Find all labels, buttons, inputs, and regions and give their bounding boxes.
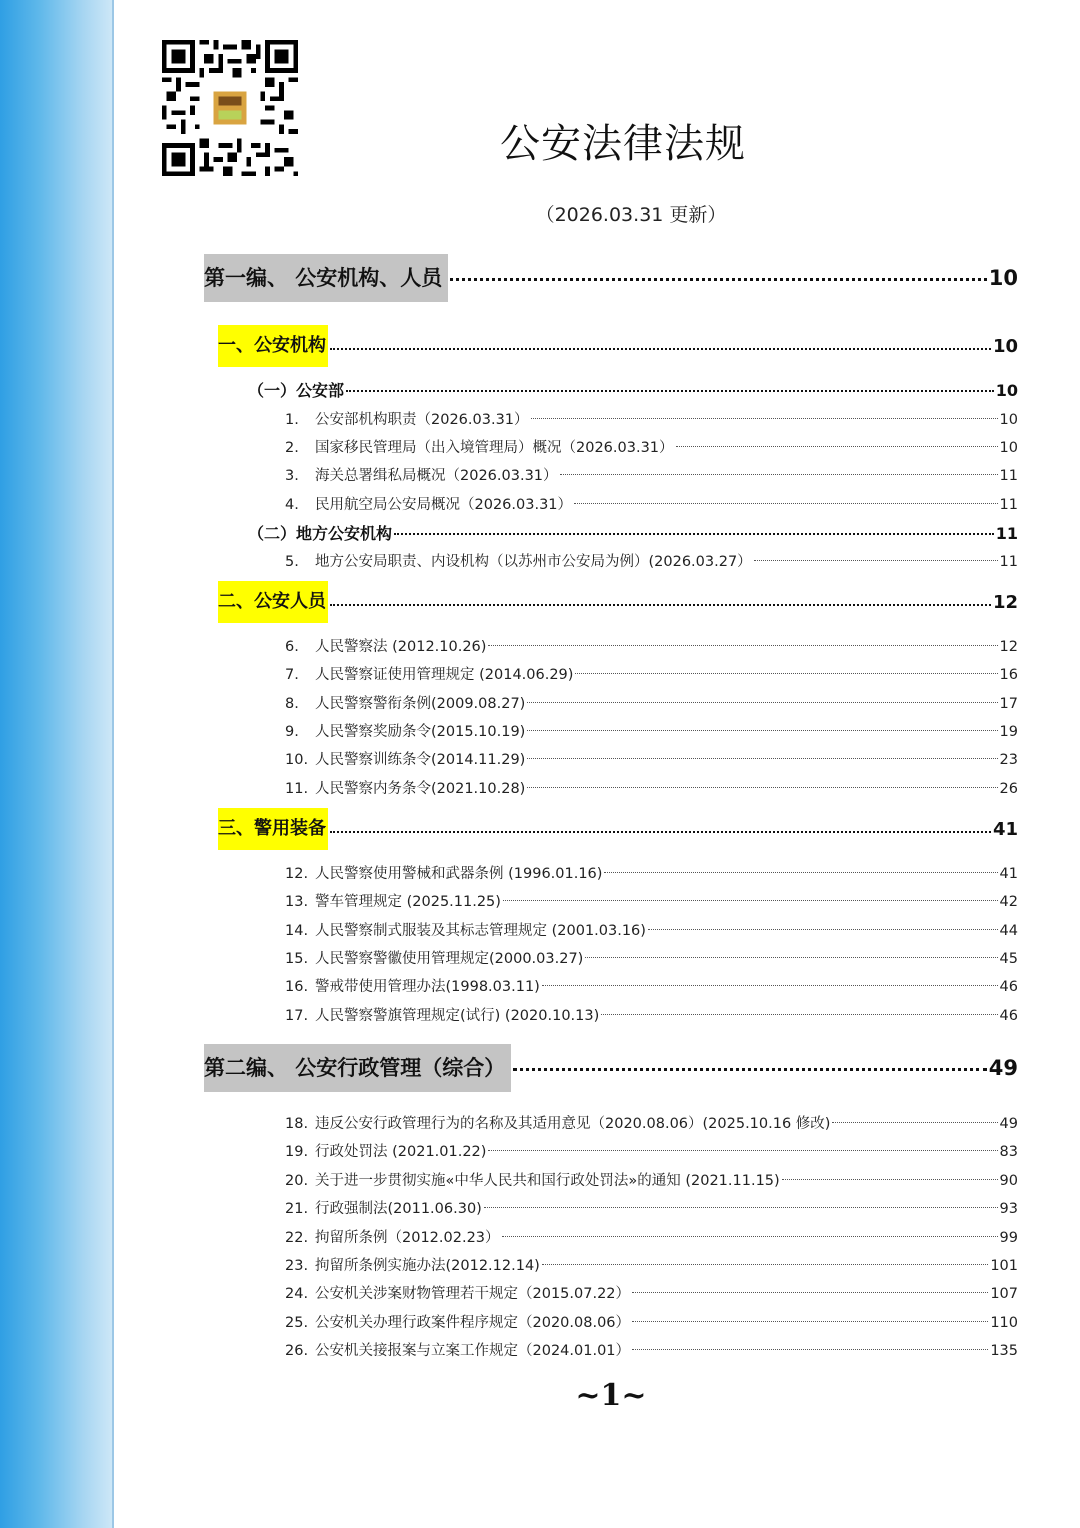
toc-item-number: 21. [285, 1201, 309, 1217]
toc-leader [832, 1121, 997, 1123]
toc-item-label: 警戒带使用管理办法(1998.03.11) [315, 979, 540, 995]
toc-item-label: 拘留所条例实施办法(2012.12.14) [315, 1258, 540, 1274]
toc-item-number: 25. [285, 1315, 309, 1331]
toc-page-number: 42 [999, 894, 1018, 910]
toc-leader [513, 1067, 986, 1071]
toc-item-number: 3. [285, 468, 299, 484]
toc-leader [450, 277, 986, 281]
toc-page-number: 12 [999, 639, 1018, 655]
document-subtitle: （2026.03.31 更新） [535, 204, 727, 226]
toc-page-number: 41 [992, 818, 1018, 840]
toc-item-number: 18. [285, 1116, 309, 1132]
toc-item[interactable] [285, 1140, 1018, 1161]
toc-item-label: 公安机关涉案财物管理若干规定（2015.07.22） [315, 1286, 631, 1302]
toc-item[interactable] [285, 748, 1018, 769]
toc-item[interactable] [285, 947, 1018, 968]
toc-item-number: 23. [285, 1258, 309, 1274]
toc-item-number: 11. [285, 781, 309, 797]
toc-item-label: 人民警察奖励条令(2015.10.19) [315, 724, 526, 740]
toc-item-label: 地方公安局职责、内设机构（以苏州市公安局为例）(2026.03.27） [315, 554, 752, 570]
toc-item-label: 人民警察警旗管理规定(试行) (2020.10.13) [315, 1008, 600, 1024]
toc-item-label: 人民警察法 (2012.10.26) [315, 639, 487, 655]
toc-item-number: 22. [285, 1230, 309, 1246]
toc-item-number: 26. [285, 1343, 309, 1359]
toc-leader [503, 899, 998, 901]
toc-page-number: 10 [999, 440, 1018, 456]
toc-leader [585, 956, 997, 958]
toc-item-label: 海关总署缉私局概况（2026.03.31） [315, 468, 558, 484]
toc-page-number: 11 [995, 524, 1018, 543]
toc-leader [527, 729, 997, 731]
toc-item[interactable] [285, 862, 1018, 883]
toc-item[interactable] [285, 692, 1018, 713]
toc-page-number: 10 [995, 381, 1018, 400]
toc-item[interactable] [285, 1112, 1018, 1133]
toc-item[interactable] [285, 919, 1018, 940]
toc-page-number: 44 [999, 923, 1018, 939]
decorative-side-band [0, 0, 114, 1528]
toc-item[interactable] [285, 1169, 1018, 1190]
page-number-footer: ~1~ [575, 1378, 647, 1413]
toc-item-label: 拘留所条例（2012.02.23） [315, 1230, 500, 1246]
toc-item[interactable] [285, 493, 1018, 514]
toc-item-label: 国家移民管理局（出入境管理局）概况（2026.03.31） [315, 440, 674, 456]
toc-item-label: 人民警察警徽使用管理规定(2000.03.27) [315, 951, 584, 967]
toc-leader [542, 984, 998, 986]
toc-page-number: 11 [999, 497, 1018, 513]
toc-subsection-1[interactable] [248, 378, 1018, 401]
toc-item-label: 人民警察警衔条例(2009.08.27) [315, 696, 526, 712]
toc-item-label: 行政处罚法 (2021.01.22) [315, 1144, 487, 1160]
toc-subsection-label: （一）公安部 [248, 381, 345, 400]
toc-item-label: 关于进一步贯彻实施«中华人民共和国行政处罚法»的通知 (2021.11.15) [315, 1173, 780, 1189]
toc-page-number: 10 [992, 335, 1018, 357]
toc-page-number: 110 [990, 1315, 1018, 1331]
toc-item-number: 4. [285, 497, 299, 513]
toc-page-number: 11 [999, 554, 1018, 570]
toc-item[interactable] [285, 408, 1018, 429]
toc-page-number: 17 [999, 696, 1018, 712]
toc-leader [632, 1320, 988, 1322]
document-title: 公安法律法规 [500, 121, 746, 167]
toc-page-number: 99 [999, 1230, 1018, 1246]
toc-leader [346, 389, 994, 392]
toc-item-label: 公安机关办理行政案件程序规定（2020.08.06） [315, 1315, 631, 1331]
toc-page-number: 46 [999, 979, 1018, 995]
toc-leader [531, 417, 998, 419]
toc-page-number: 10 [988, 266, 1018, 290]
toc-item-label: 人民警察证使用管理规定 (2014.06.29) [315, 667, 574, 683]
toc-leader [782, 1178, 998, 1180]
toc-item-number: 1. [285, 412, 299, 428]
toc-page-number: 46 [999, 1008, 1018, 1024]
toc-leader [527, 757, 997, 759]
toc-item[interactable] [285, 663, 1018, 684]
toc-leader [560, 473, 998, 475]
toc-item[interactable] [285, 1226, 1018, 1247]
toc-leader [330, 830, 991, 833]
toc-leader [676, 445, 998, 447]
toc-page-number: 16 [999, 667, 1018, 683]
toc-section-label: 二、公安人员 [218, 581, 328, 623]
toc-page-number: 83 [999, 1144, 1018, 1160]
toc-section-label: 一、公安机构 [218, 325, 328, 367]
toc-page-number: 19 [999, 724, 1018, 740]
toc-page-number: 49 [988, 1056, 1018, 1080]
toc-item[interactable] [285, 1197, 1018, 1218]
toc-item[interactable] [285, 635, 1018, 656]
toc-item[interactable] [285, 1254, 1018, 1275]
toc-item-number: 9. [285, 724, 299, 740]
toc-item-number: 16. [285, 979, 309, 995]
toc-part-2[interactable] [204, 1044, 1018, 1092]
toc-item[interactable] [285, 436, 1018, 457]
toc-item-label: 公安机关接报案与立案工作规定（2024.01.01） [315, 1343, 631, 1359]
toc-item-label: 人民警察使用警械和武器条例 (1996.01.16) [315, 866, 603, 882]
toc-item-label: 违反公安行政管理行为的名称及其适用意见（2020.08.06）(2025.10.16 修改) [315, 1116, 831, 1132]
toc-item[interactable] [285, 777, 1018, 798]
toc-leader [574, 502, 998, 504]
toc-item-label: 人民警察训练条令(2014.11.29) [315, 752, 526, 768]
toc-item-label: 民用航空局公安局概况（2026.03.31） [315, 497, 573, 513]
toc-leader [330, 347, 991, 350]
toc-leader [632, 1348, 988, 1350]
toc-item[interactable] [285, 550, 1018, 571]
toc-item[interactable] [285, 1339, 1018, 1360]
toc-subsection-2[interactable] [248, 521, 1018, 544]
toc-item-number: 10. [285, 752, 309, 768]
toc-section-3[interactable] [218, 808, 1018, 850]
toc-page-number: 93 [999, 1201, 1018, 1217]
toc-item[interactable] [285, 464, 1018, 485]
toc-leader [604, 871, 997, 873]
toc-page-number: 23 [999, 752, 1018, 768]
toc-item-label: 人民警察制式服装及其标志管理规定 (2001.03.16) [315, 923, 646, 939]
toc-leader [484, 1206, 998, 1208]
toc-page-number: 107 [990, 1286, 1018, 1302]
toc-item-label: 人民警察内务条令(2021.10.28) [315, 781, 526, 797]
toc-item-number: 2. [285, 440, 299, 456]
toc-item-number: 24. [285, 1286, 309, 1302]
toc-page-number: 101 [990, 1258, 1018, 1274]
toc-item-number: 20. [285, 1173, 309, 1189]
toc-item-number: 13. [285, 894, 309, 910]
toc-item-number: 5. [285, 554, 299, 570]
toc-item-label: 警车管理规定 (2025.11.25) [315, 894, 501, 910]
toc-leader [488, 644, 997, 646]
toc-leader [488, 1149, 997, 1151]
toc-section-1[interactable] [218, 325, 1018, 367]
toc-leader [575, 672, 997, 674]
toc-item[interactable] [285, 975, 1018, 996]
toc-item-number: 17. [285, 1008, 309, 1024]
toc-leader [601, 1013, 997, 1015]
toc-leader [648, 928, 998, 930]
toc-page-number: 41 [999, 866, 1018, 882]
toc-page-number: 45 [999, 951, 1018, 967]
toc-leader [754, 559, 998, 561]
toc-item[interactable] [285, 1004, 1018, 1025]
toc-leader [527, 786, 997, 788]
toc-item-number: 19. [285, 1144, 309, 1160]
toc-leader [502, 1235, 998, 1237]
toc-page-number: 12 [992, 591, 1018, 613]
toc-part-1[interactable] [204, 254, 1018, 302]
toc-item-number: 6. [285, 639, 299, 655]
toc-item[interactable] [285, 890, 1018, 911]
toc-item-number: 12. [285, 866, 309, 882]
toc-leader [542, 1263, 988, 1265]
toc-item-number: 8. [285, 696, 299, 712]
toc-subsection-label: （二）地方公安机构 [248, 524, 393, 543]
toc-leader [632, 1291, 988, 1293]
toc-item[interactable] [285, 1311, 1018, 1332]
toc-section-2[interactable] [218, 581, 1018, 623]
toc-item[interactable] [285, 720, 1018, 741]
toc-part-label: 第一编、 公安机构、人员 [204, 254, 448, 302]
toc-page-number: 90 [999, 1173, 1018, 1189]
toc-item-label: 公安部机构职责（2026.03.31） [315, 412, 529, 428]
toc-part-label: 第二编、 公安行政管理（综合） [204, 1044, 511, 1092]
toc-page-number: 26 [999, 781, 1018, 797]
toc-item-label: 行政强制法(2011.06.30) [315, 1201, 482, 1217]
toc-item-number: 14. [285, 923, 309, 939]
toc-page-number: 49 [999, 1116, 1018, 1132]
toc-item-number: 15. [285, 951, 309, 967]
toc-leader [527, 701, 997, 703]
toc-page-number: 10 [999, 412, 1018, 428]
toc-page-number: 11 [999, 468, 1018, 484]
toc-section-label: 三、警用装备 [218, 808, 328, 850]
toc-page-number: 135 [990, 1343, 1018, 1359]
toc-leader [394, 532, 994, 535]
toc-item[interactable] [285, 1282, 1018, 1303]
toc-leader [330, 603, 991, 606]
toc-item-number: 7. [285, 667, 299, 683]
